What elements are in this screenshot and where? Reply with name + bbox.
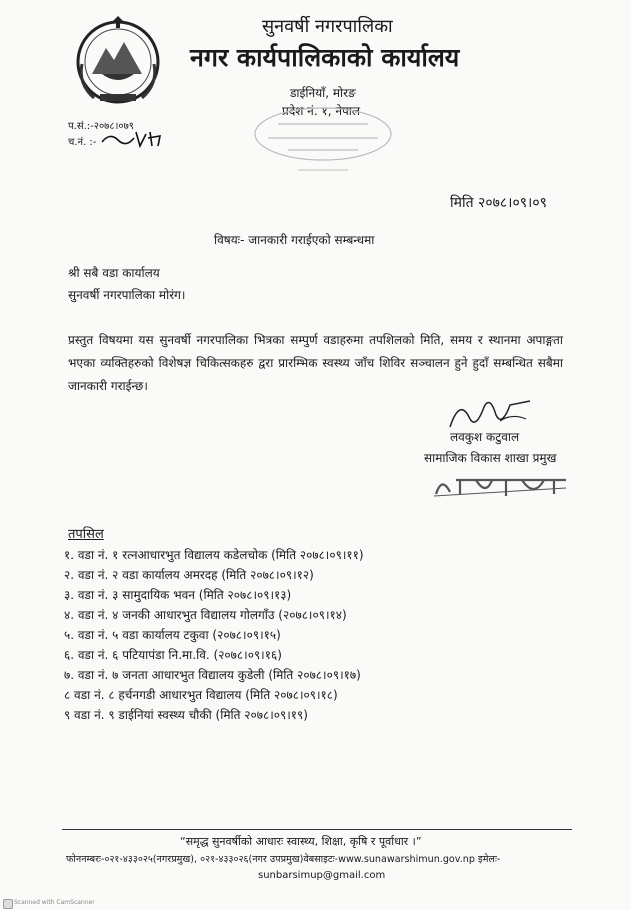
list-item: १. वडा नं. १ रत्नआधारभुत विद्यालय कडेलचोक (मिति २०७८।०९।११) <box>64 548 364 562</box>
scanner-watermark: Scanned with CamScanner <box>14 899 95 906</box>
office-address: डाईनियाँ, मोरङ <box>290 86 356 100</box>
list-item: ८ वडा नं. ८ हर्चनगडी आधारभुत विद्यालय (मिति २०७८।०९।१८) <box>64 688 338 702</box>
list-item: ७. वडा नं. ७ जनता आधारभुत विद्यालय कुडेली (मिति २०७८।०९।१७) <box>64 668 361 682</box>
office-province: प्रदेश नं. १, नेपाल <box>282 104 361 118</box>
letter-body: प्रस्तुत विषयमा यस सुनवर्षी नगरपालिका भित्रका सम्पुर्ण वडाहरुमा तपशिलको मिति, समय र स्थानमा अपाङ्गता भएका व्यक्तिहरुको विशेषज्ञ चिकित्सकहरु द्वरा प्रारम्भिक स्वस्थ्य जाँच शिविर सञ्चालन हुने हुदाँ सम्बन्धित सबैमा जानकारी गराईन्छ। <box>68 333 563 393</box>
list-item: ३. वडा नं. ३ सामुदायिक भवन (मिति २०७८।०९।१३) <box>64 588 292 602</box>
handwritten-signature <box>440 393 540 431</box>
footer-divider <box>62 829 572 830</box>
letter-date: मिति २०७८।०९।०९ <box>450 195 547 211</box>
list-item: ९ वडा नं. ९ डाईनियां स्वस्थ्य चौकी (मिति २०७८।०९।१९) <box>64 708 308 722</box>
list-item: ५. वडा नं. ५ वडा कार्यालय टकुवा (२०७८।०९।१५) <box>64 628 281 642</box>
list-item: ४. वडा नं. ४ जनकी आधारभुत विद्यालय गोलगाँउ (२०७८।०९।१४) <box>64 608 347 622</box>
list-item: ६. वडा नं. ६ पटियापंडा नि.मा.वि. (२०७८।०९।१६) <box>64 648 282 662</box>
list-item: २. वडा नं. २ वडा कार्यालय अमरदह (मिति २०७८।०९।१२) <box>64 568 314 582</box>
recipient-line-1: श्री सबै वडा कार्यालय <box>68 266 160 280</box>
officer-stamp <box>426 466 576 506</box>
nepal-emblem-logo <box>72 14 164 106</box>
signatory-name: लवकुश कटुवाल <box>450 430 520 444</box>
recipient-line-2: सुनवर्षी नगरपालिका मोरंग। <box>68 288 186 302</box>
footer-email: sunbarsimup@gmail.com <box>258 870 386 881</box>
dispatch-number-label: च.नं. :- <box>68 137 97 148</box>
camscanner-icon <box>3 899 13 909</box>
schedule-heading: तपसिल <box>68 527 104 542</box>
office-title: नगर कार्यपालिकाको कार्यालय <box>190 43 460 72</box>
reference-number: प.सं.:-२०७८।०७९ <box>68 121 134 132</box>
footer-contact: फोननम्बरः-०२१-४३३०२५(नगरप्रमुख), ०२१-४३३०२६(नगर उपप्रमुख)वेबसाइटः-www.sunawarshimun.gov.np इमेलः- <box>66 854 501 865</box>
footer-motto: “समृद्ध सुनवर्षीको आधारः स्वास्थ्य, शिक्षा, कृषि र पूर्वाधार ।” <box>180 835 422 848</box>
dispatch-number-handwritten <box>100 128 170 150</box>
letter-subject: विषयः- जानकारी गराईएको सम्बन्धमा <box>214 233 375 247</box>
schedule-list <box>64 545 364 725</box>
signatory-title: सामाजिक विकास शाखा प्रमुख <box>424 451 557 465</box>
registration-stamp <box>238 104 408 178</box>
municipality-name: सुनवर्षी नगरपालिका <box>262 16 393 37</box>
